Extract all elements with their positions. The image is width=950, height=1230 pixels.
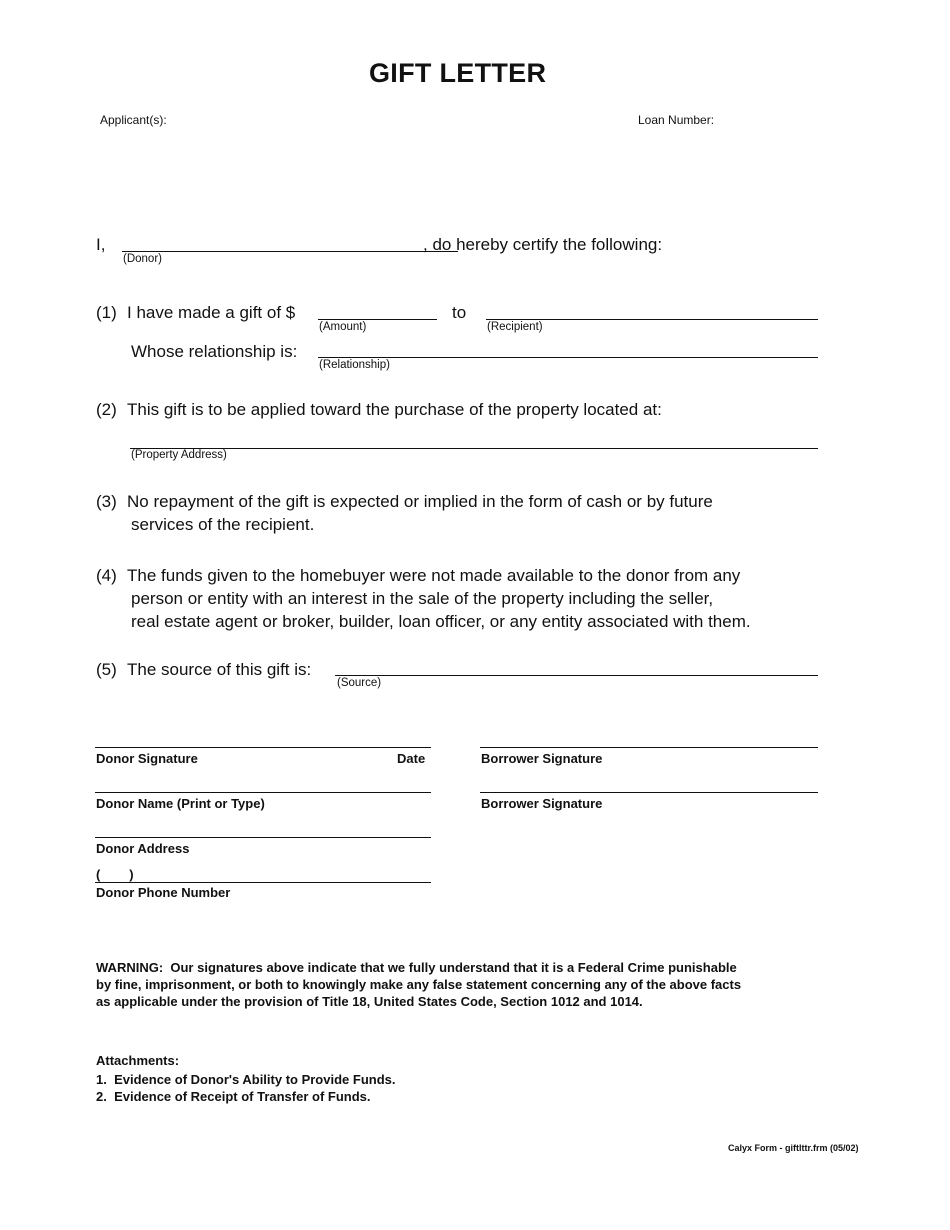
item1-text: I have made a gift of $ <box>127 303 296 322</box>
item3-number: (3) <box>96 492 117 511</box>
property-caption: (Property Address) <box>131 449 227 461</box>
page-title: GIFT LETTER <box>369 58 547 88</box>
form-footer: Calyx Form - giftlttr.frm (05/02) <box>728 1143 859 1153</box>
relationship-caption: (Relationship) <box>319 359 390 371</box>
recipient-field-line[interactable] <box>486 319 818 320</box>
donor-signature-label: Donor Signature <box>96 751 198 766</box>
item5-number: (5) <box>96 660 117 679</box>
certify-suffix: , do hereby certify the following: <box>423 235 663 254</box>
applicants-label: Applicant(s): <box>100 113 167 127</box>
relationship-text: Whose relationship is: <box>131 342 298 361</box>
donor-field-line[interactable] <box>122 251 458 252</box>
property-field-line[interactable] <box>130 448 818 449</box>
donor-phone-label: Donor Phone Number <box>96 885 231 900</box>
warning-line-2: by fine, imprisonment, or both to knowingly make any false statement concerning any of the above facts <box>96 977 742 992</box>
borrower-signature-label-2: Borrower Signature <box>481 796 603 811</box>
donor-name-line[interactable] <box>95 792 431 793</box>
donor-caption: (Donor) <box>123 253 162 265</box>
source-field-line[interactable] <box>335 675 818 676</box>
phone-area-code-parens: ( ) <box>96 867 134 882</box>
item4-line1: The funds given to the homebuyer were not made available to the donor from any <box>127 566 741 585</box>
relationship-field-line[interactable] <box>318 357 818 358</box>
item2-number: (2) <box>96 400 117 419</box>
attachment-item: 2. Evidence of Receipt of Transfer of Funds. <box>96 1089 371 1104</box>
item4-line3: real estate agent or broker, builder, loan officer, or any entity associated with them. <box>131 612 751 631</box>
donor-address-line[interactable] <box>95 837 431 838</box>
amount-caption: (Amount) <box>319 321 367 333</box>
loan-number-label: Loan Number: <box>638 113 715 127</box>
borrower-signature-label-1: Borrower Signature <box>481 751 603 766</box>
certify-prefix: I, <box>96 235 106 254</box>
item3-line2: services of the recipient. <box>131 515 315 534</box>
item1-to: to <box>452 303 467 322</box>
donor-name-label: Donor Name (Print or Type) <box>96 796 265 811</box>
attachment-item: 1. Evidence of Donor's Ability to Provide Funds. <box>96 1072 396 1087</box>
borrower-signature-line-2[interactable] <box>480 792 818 793</box>
attachments-heading: Attachments: <box>96 1053 180 1068</box>
warning-line-3: as applicable under the provision of Title 18, United States Code, Section 1012 and 1014. <box>96 994 643 1009</box>
donor-signature-line[interactable] <box>95 747 431 748</box>
item5-text: The source of this gift is: <box>127 660 312 679</box>
recipient-caption: (Recipient) <box>487 321 543 333</box>
source-caption: (Source) <box>337 677 382 689</box>
item4-line2: person or entity with an interest in the sale of the property including the seller, <box>131 589 714 608</box>
item4-number: (4) <box>96 566 117 585</box>
amount-field-line[interactable] <box>318 319 437 320</box>
item2-text: This gift is to be applied toward the purchase of the property located at: <box>127 400 662 419</box>
date-label: Date <box>397 751 426 766</box>
donor-address-label: Donor Address <box>96 841 190 856</box>
borrower-signature-line-1[interactable] <box>480 747 818 748</box>
item3-line1: No repayment of the gift is expected or implied in the form of cash or by future <box>127 492 713 511</box>
item1-number: (1) <box>96 303 117 322</box>
donor-phone-line[interactable] <box>95 882 431 883</box>
warning-line-1: WARNING: Our signatures above indicate that we fully understand that it is a Federal Crime punishable <box>96 960 737 975</box>
